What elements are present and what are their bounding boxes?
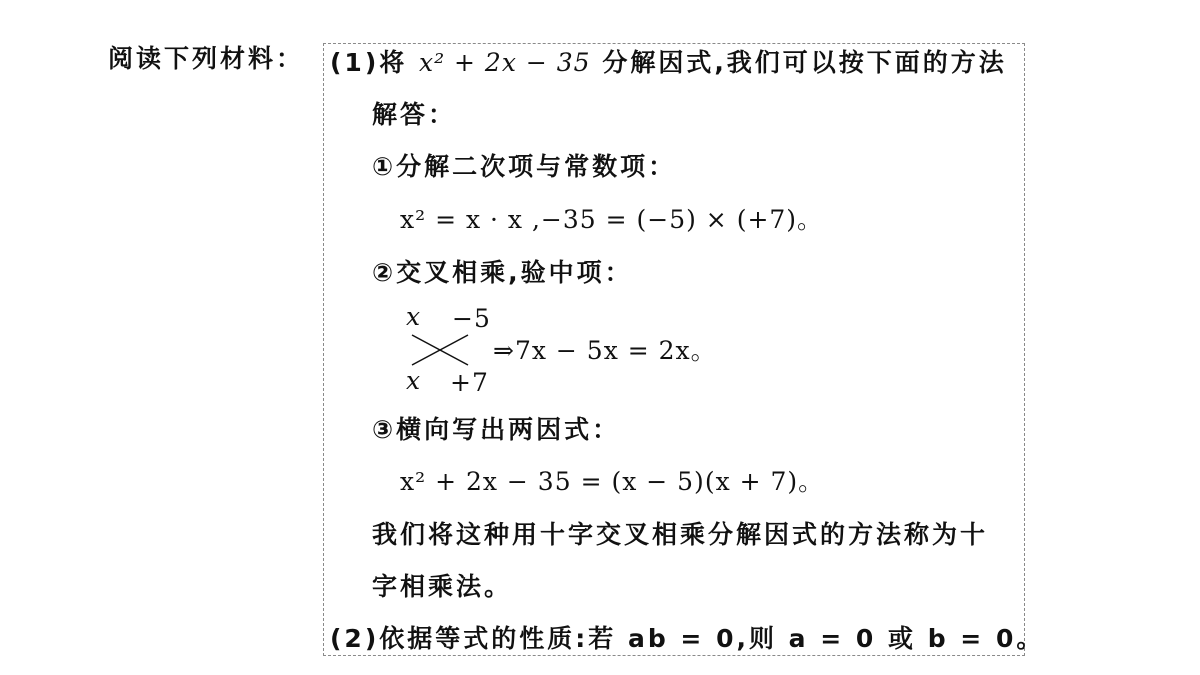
step1-title: ①分解二次项与常数项： <box>372 152 677 181</box>
cross-bottom-right: +7 <box>450 368 489 397</box>
part1-text: 分解因式,我们可以按下面的方法 <box>602 48 1007 77</box>
step2-title: ②交叉相乘,验中项： <box>372 258 633 287</box>
step3-expr: x² + 2x − 35 = (x − 5)(x + 7)。 <box>400 467 825 496</box>
cross-top-left: x <box>406 302 422 331</box>
summary-line1: 我们将这种用十字交叉相乘分解因式的方法称为十 <box>372 520 989 549</box>
summary-line2: 字相乘法。 <box>372 572 513 601</box>
heading: 阅读下列材料： <box>108 44 305 73</box>
cross-top-right: −5 <box>452 304 491 333</box>
cross-multiplication-lines <box>410 333 470 367</box>
cross-result: ⇒7x − 5x = 2x。 <box>493 336 717 365</box>
part1-text2: 解答： <box>372 100 457 129</box>
part1-label: (1)将 <box>330 48 408 77</box>
step1-expr: x² = x · x ,−35 = (−5) × (+7)。 <box>400 205 824 234</box>
part2-line: (2)依据等式的性质:若 ab = 0,则 a = 0 或 b = 0。 <box>330 624 1045 653</box>
step3-title: ③横向写出两因式： <box>372 415 621 444</box>
part1-line <box>330 48 1007 78</box>
part1-expr: x² + 2x − 35 <box>418 48 591 77</box>
cross-bottom-left: x <box>406 366 422 395</box>
